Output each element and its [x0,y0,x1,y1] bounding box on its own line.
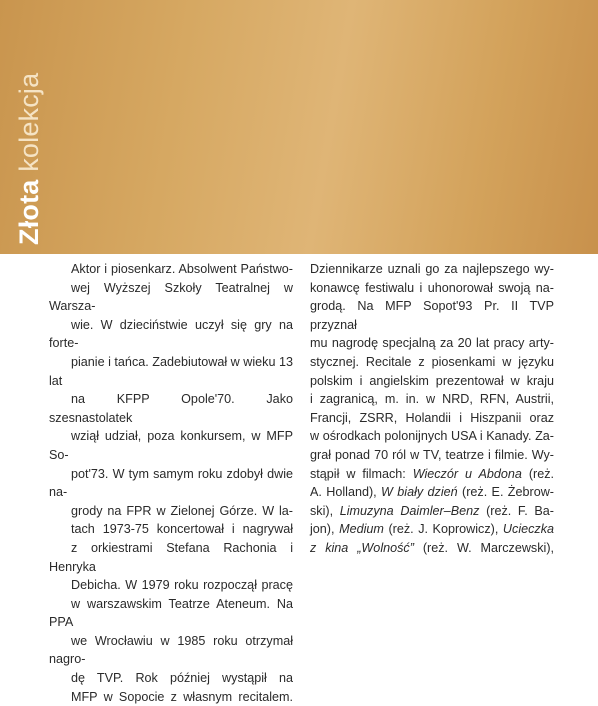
text-line: MFP w Sopocie z własnym recitalem. [71,689,293,704]
text-run: (reż. W. Marczewski), [413,540,555,555]
text-line: tach 1973-75 koncertował i nagrywał [71,522,293,537]
text-line: grodą. Na MFP Sopot'93 Pr. II TVP przyznał [310,299,554,332]
text-line [310,483,554,502]
film-title: z kina „Wolność” [310,540,414,555]
text-line: Dziennikarze uznali go za najlepszego wy- [310,262,554,276]
film-title: Ucieczka [502,522,555,537]
text-line: w warszawskim Teatrze Ateneum. Na PPA [49,596,293,630]
text-line: Francji, ZSRR, Holandii i Hiszpanii oraz [310,410,554,425]
text-line: grał ponad 70 ról w TV, teatrze i filmie. Wy- [310,447,554,462]
text-run: stąpił w filmach: [310,466,413,481]
film-title: W biały dzień [381,485,458,500]
collection-title [12,73,46,245]
biography-paragraph [49,260,293,706]
text-line: wej Wyższej Szkoły Teatralnej w Warsza- [49,280,293,314]
text-line: na KFPP Opole'70. Jako szesnastolatek [49,392,293,425]
text-line: i zagranicą, m. in. w NRD, RFN, Austrii, [310,392,554,407]
biography-paragraph [310,260,554,558]
collection-title-light: kolekcja [14,72,44,172]
text-run: (reż. F. Ba- [479,503,554,518]
film-title: Wieczór u Abdona [412,466,522,481]
text-line [310,520,554,539]
text-line: grody na FPR w Zielonej Górze. W la- [71,503,293,518]
text-line: polskim i angielskim prezentował w kraju [310,373,554,388]
text-line: dę TVP. Rok później wystąpił na [71,671,293,686]
text-run: (reż. [521,466,555,481]
text-line: Debicha. W 1979 roku rozpoczął pracę [71,578,293,593]
text-line: pianie i tańca. Zadebiutował w wieku 13 lat [49,354,293,388]
text-line [310,539,554,558]
text-line [310,465,554,484]
text-line: z orkiestrami Stefana Rachonia i Henryka [49,540,293,574]
text-run: A. Holland), [310,485,382,500]
text-line [310,502,554,521]
text-line: konawcę festiwalu i uhonorował swoją na- [310,280,554,295]
text-line: Aktor i piosenkarz. Absolwent Państwo- [71,262,293,276]
text-run: ski), [310,503,340,518]
text-line: wziął udział, poza konkursem, w MFP So- [49,429,293,462]
text-line: w ośrodkach polonijnych USA i Kanady. Za- [310,429,554,444]
biography-right-column [310,260,554,558]
text-line: stycznej. Recitale z piosenkami w języku [310,354,554,369]
text-run: jon), [310,522,340,537]
text-line: we Wrocławiu w 1985 roku otrzymał nagro- [49,633,293,667]
biography-left-column [49,260,293,706]
text-run: (reż. J. Koprowicz), [383,522,503,537]
text-line: wie. W dzieciństwie uczył się gry na forte- [49,317,293,351]
film-title: Limuzyna Daimler–Benz [339,503,480,518]
text-run: (reż. E. Żebrow- [457,485,554,500]
film-title: Medium [339,522,384,537]
text-line: mu nagrodę specjalną za 20 lat pracy arty- [310,336,554,351]
collection-title-bold: Złota [14,179,44,245]
gold-banner [0,0,598,254]
text-line: pot'73. W tym samym roku zdobył dwie na- [49,466,293,500]
